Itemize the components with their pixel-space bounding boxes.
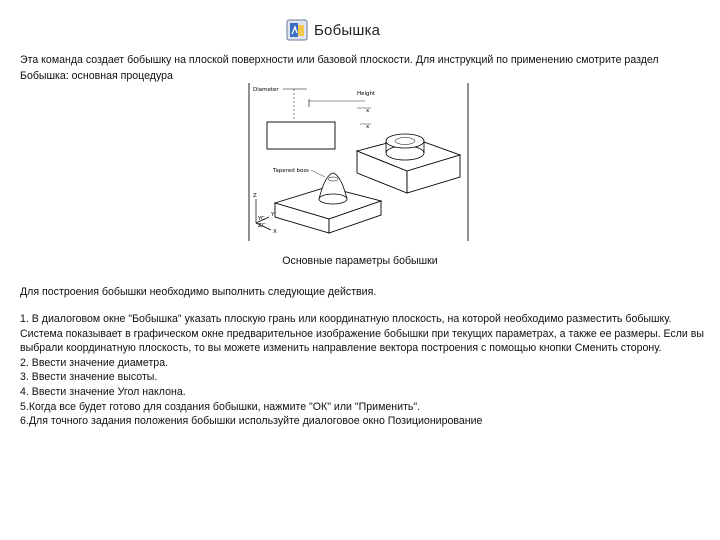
boss-parameters-figure (247, 79, 471, 243)
help-book-icon (286, 19, 308, 41)
diameter-label: Diameter (253, 87, 279, 93)
svg-text:x: x (366, 108, 370, 114)
svg-text:x: x (366, 124, 370, 130)
page-title: Бобышка (314, 21, 381, 39)
steps-list (20, 312, 710, 429)
figure-caption: Основные параметры бобышки (282, 255, 438, 267)
step-item: 2. Ввести значение диаметра. (20, 356, 169, 369)
axis-y-label: Y (271, 212, 275, 218)
tapered-boss-label: Tapered boss (273, 168, 310, 174)
axis-zc-label: ZC (258, 223, 266, 229)
step-item: 6.Для точного задания положения бобышки используйте диалоговое окно Позиционирование (20, 415, 483, 428)
step-item: 5.Когда все будет готово для создания бобышки, нажмите "ОК" или "Применить". (20, 400, 421, 413)
page-header (286, 19, 380, 41)
intro-text: Эта команда создает бобышку на плоской поверхности или базовой плоскости. Для инструкций по применению смотрите раздел Бобышка: основная процедура (20, 54, 659, 82)
step-item: 3. Ввести значение высоты. (20, 371, 158, 384)
instructions-intro: Для построения бобышки необходимо выполнить следующие действия. (20, 286, 377, 298)
height-label: Height (357, 91, 376, 97)
axis-yc-label: YC (258, 216, 265, 222)
step-item: 4. Ввести значение Угол наклона. (20, 385, 186, 398)
axis-z-label: Z (253, 193, 257, 199)
step-item: 1. В диалоговом окне "Бобышка" указать плоскую грань или координатную плоскость, на которой необходимо разместить бобышку. Система показывает в графическом окне предварительное изображение бобышки при текущих параметрах, а также ее размеры. Если вы выбрали координатную плоскость, то вы можете изменить направление вектора построения с помощью кнопки Сменить сторону. (20, 313, 705, 355)
axis-x-label: X (273, 229, 277, 235)
